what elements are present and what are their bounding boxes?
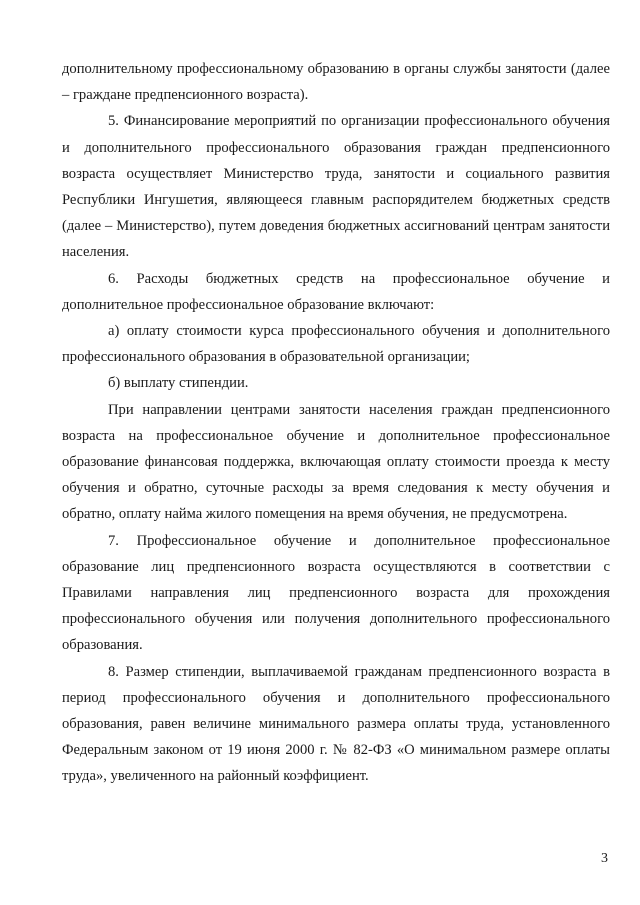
paragraph-continuation: дополнительному профессиональному образованию в органы службы занятости (далее – граждане предпенсионного возраста). (62, 61, 610, 104)
paragraph-item-5: 5. Финансирование мероприятий по организации профессионального обучения и дополнительного профессионального образования граждан предпенсионного возраста осуществляет Министерство труда, занятости и социального развития Республики Ингушетия, являющееся главным распорядителем бюджетных средств (далее – Министерство), путем доведения бюджетных ассигнований центрам занятости населения. (62, 113, 610, 261)
paragraph-subitem-b: б) выплату стипендии. (108, 375, 249, 392)
document-body (62, 56, 610, 790)
paragraph-item-8: 8. Размер стипендии, выплачиваемой гражданам предпенсионного возраста в период профессионального обучения и дополнительного профессионального образования, равен величине минимального размера оплаты труда, установленного Федеральным законом от 19 июня 2000 г. № 82-ФЗ «О минимальном размере оплаты труда», увеличенного на районный коэффициент. (62, 663, 610, 785)
page-number: 3 (601, 851, 608, 866)
paragraph-item-6: 6. Расходы бюджетных средств на профессиональное обучение и дополнительное профессиональное образование включают: (62, 270, 610, 313)
paragraph-item-7: 7. Профессиональное обучение и дополнительное профессиональное образование лиц предпенсионного возраста осуществляются в соответствии с Правилами направления лиц предпенсионного возраста для прохождения профессионального обучения или получения дополнительного профессионального образования. (62, 532, 610, 654)
paragraph-subitem-a: а) оплату стоимости курса профессионального обучения и дополнительного профессионального образования в образовательной организации; (62, 323, 610, 366)
paragraph-financial-support: При направлении центрами занятости населения граждан предпенсионного возраста на профессиональное обучение и дополнительное профессиональное образование финансовая поддержка, включающая оплату стоимости проезда к месту обучения и обратно, суточные расходы за время следования к месту обучения и обратно, оплату найма жилого помещения на время обучения, не предусмотрена. (62, 401, 610, 523)
